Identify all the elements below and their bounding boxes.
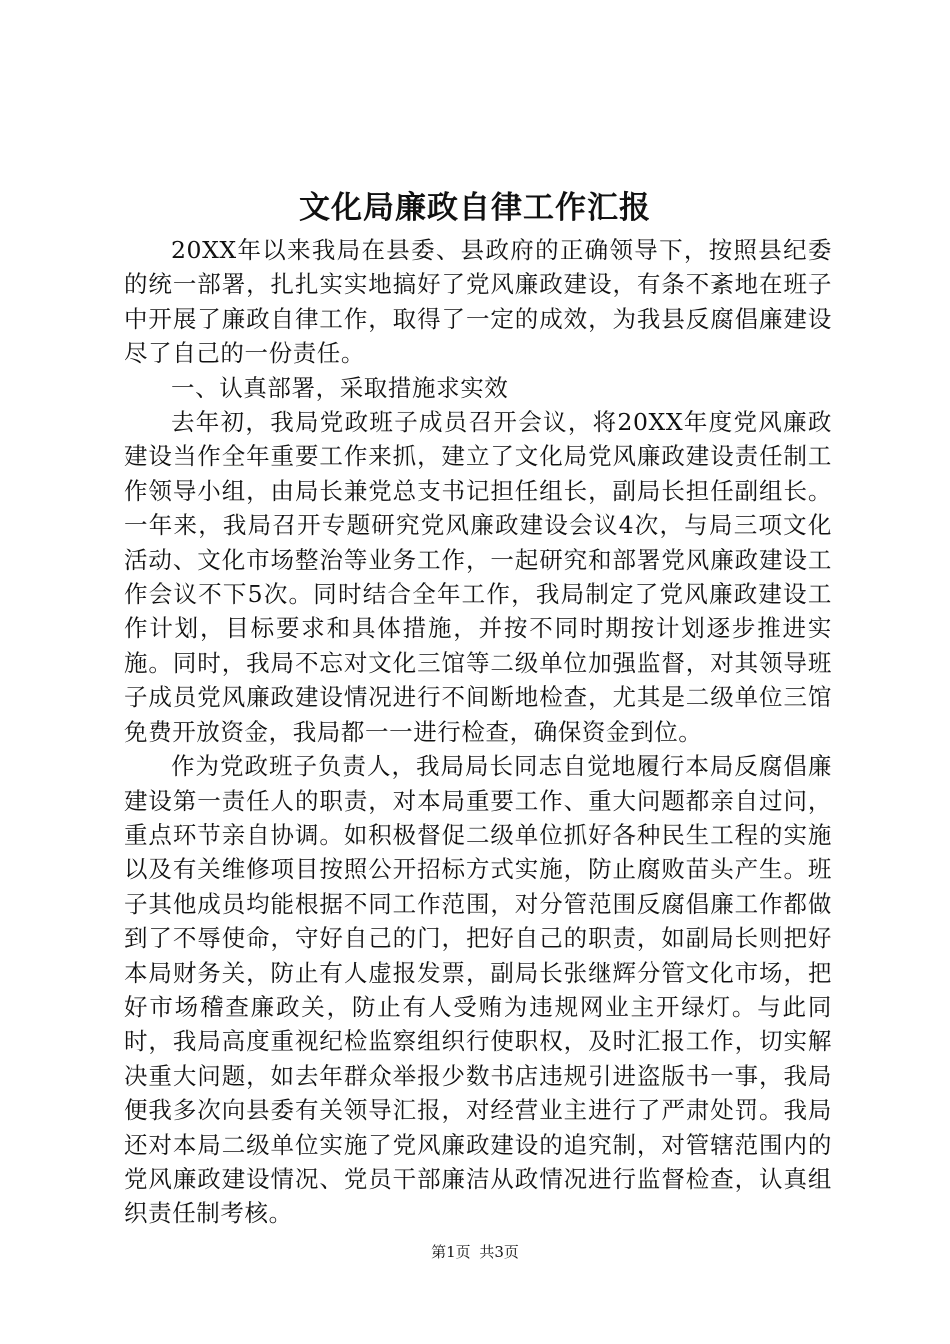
page-number-total: 共3页 [479, 1243, 519, 1261]
paragraph-intro: 20XX年以来我局在县委、县政府的正确领导下，按照县纪委的统一部署，扎扎实实地搞好了党风廉政建设，有条不紊地在班子中开展了廉政自律工作，取得了一定的成效，为我县反腐倡廉建设尽了自己的一份责任。 [124, 236, 832, 368]
paragraph-leadership: 作为党政班子负责人，我局局长同志自觉地履行本局反腐倡廉建设第一责任人的职责，对本局重要工作、重大问题都亲自过问，重点环节亲自协调。如积极督促二级单位抓好各种民生工程的实施以及有关维修项目按照公开招标方式实施，防止腐败苗头产生。班子其他成员均能根据不同工作范围，对分管范围反腐倡廉工作都做到了不辱使命，守好自己的门，把好自己的职责，如副局长则把好本局财务关，防止有人虚报发票，副局长张继辉分管文化市场，把好市场稽查廉政关，防止有人受贿为违规网业主开绿灯。与此同时，我局高度重视纪检监察组织行使职权，及时汇报工作，切实解决重大问题，如去年群众举报少数书店违规引进盗版书一事，我局便我多次向县委有关领导汇报，对经营业主进行了严肃处罚。我局还对本局二级单位实施了党风廉政建设的追究制，对管辖范围内的党风廉政建设情况、党员干部廉洁从政情况进行监督检查，认真组织责任制考核。 [124, 752, 832, 1228]
page-footer [0, 1240, 950, 1264]
section-heading-1: 一、认真部署，采取措施求实效 [171, 373, 509, 402]
document-body [124, 233, 832, 1231]
paragraph-deployment: 去年初，我局党政班子成员召开会议，将20XX年度党风廉政建设当作全年重要工作来抓，建立了文化局党风廉政建设责任制工作领导小组，由局长兼党总支书记担任组长，副局长担任副组长。一年来，我局召开专题研究党风廉政建设会议4次，与局三项文化活动、文化市场整治等业务工作，一起研究和部署党风廉政建设工作会议不下5次。同时结合全年工作，我局制定了党风廉政建设工作计划，目标要求和具体措施，并按不同时期按计划逐步推进实施。同时，我局不忘对文化三馆等二级单位加强监督，对其领导班子成员党风廉政建设情况进行不间断地检查，尤其是二级单位三馆免费开放资金，我局都一一进行检查，确保资金到位。 [124, 408, 832, 746]
document-title: 文化局廉政自律工作汇报 [299, 190, 651, 226]
page-number-current: 第1页 [431, 1243, 471, 1261]
